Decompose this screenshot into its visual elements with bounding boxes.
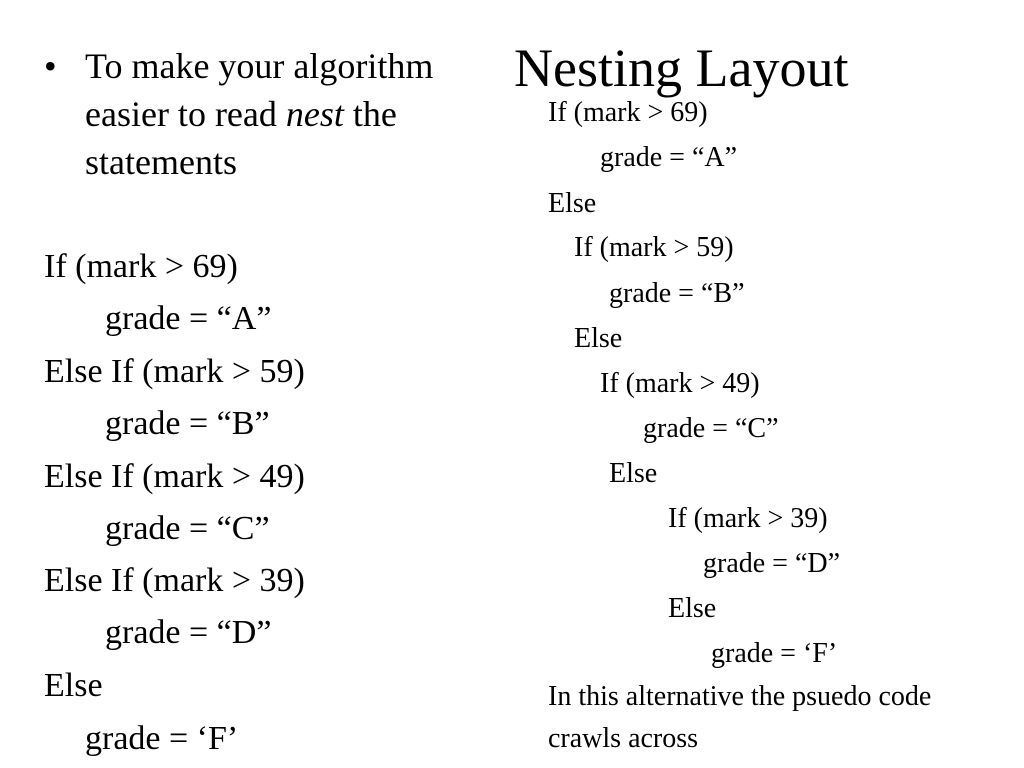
bullet-text-before: To make your algorithm easier to read xyxy=(85,46,434,134)
code-line: If (mark > 39) xyxy=(668,503,828,534)
bullet-point xyxy=(44,42,444,186)
code-line: Else xyxy=(668,593,717,624)
code-line: grade = “D” xyxy=(105,614,272,651)
code-line: grade = “D” xyxy=(703,548,841,579)
bullet-text xyxy=(85,42,444,186)
code-line: grade = ‘F’ xyxy=(85,720,239,757)
note-text: In this alternative the psuedo code crawls across xyxy=(548,681,932,754)
code-line: grade = “A” xyxy=(105,300,272,337)
code-line: Else If (mark > 39) xyxy=(44,562,305,599)
code-line: grade = “C” xyxy=(643,413,779,444)
code-line: grade = “A” xyxy=(600,142,738,173)
bullet-text-after: the statements xyxy=(85,94,397,182)
code-line: Else If (mark > 59) xyxy=(44,353,305,390)
code-line: If (mark > 49) xyxy=(600,368,760,399)
code-line: grade = “B” xyxy=(105,405,270,442)
bullet-emphasis: nest xyxy=(285,94,344,134)
code-line: If (mark > 59) xyxy=(574,232,734,263)
code-line: Else If (mark > 49) xyxy=(44,458,305,495)
code-line: If (mark > 69) xyxy=(44,248,238,285)
code-line: If (mark > 69) xyxy=(548,97,708,128)
code-line: Else xyxy=(609,458,658,489)
code-line: grade = “C” xyxy=(105,510,270,547)
code-line: grade = “B” xyxy=(609,278,745,309)
bullet-marker: • xyxy=(44,46,57,86)
code-line: grade = ‘F’ xyxy=(711,638,838,669)
code-line: Else xyxy=(44,667,103,704)
code-line: Else xyxy=(574,323,623,354)
code-line: Else xyxy=(548,188,597,219)
slide-title: Nesting Layout xyxy=(514,38,849,98)
